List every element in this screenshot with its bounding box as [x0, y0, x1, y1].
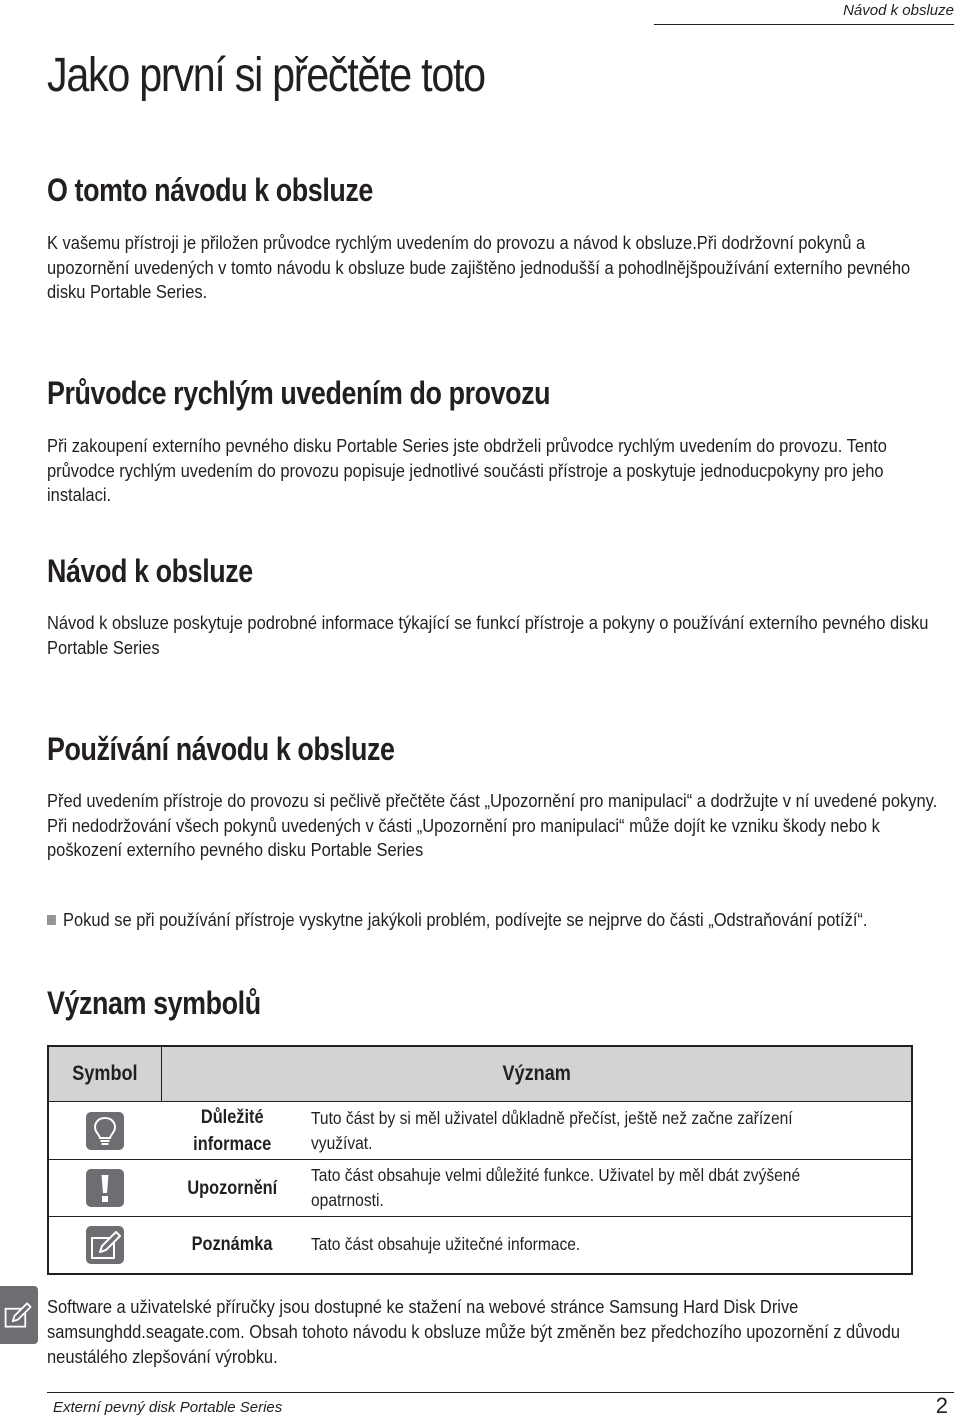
symbol-description: Tato část obsahuje velmi důležité funkce. Uživatel by měl dbát zvýšené opatrnosti. — [302, 1160, 912, 1217]
section-text-quick-guide: Při zakoupení externího pevného disku Portable Series jste obdrželi průvodce rychlým uvedením do provozu. Tento průvodce rychlým uvedením do provozu popisuje jednotlivé součásti přístroje a poskytuje jednoducpokyny pro jeho instalaci. — [47, 435, 887, 505]
symbols-table — [47, 1045, 913, 1275]
symbol-description: Tato část obsahuje užitečné informace. — [302, 1217, 912, 1274]
section-heading-quick-guide: Průvodce rychlým uvedením do provozu — [47, 375, 551, 411]
table-header-row — [48, 1046, 912, 1102]
symbol-name: Upozornění — [162, 1160, 302, 1217]
section-text-manual: Návod k obsluze poskytuje podrobné informace týkající se funkcí přístroje a pokyny o používání externího pevného disku Portable Series — [47, 612, 929, 658]
section-heading-symbols: Význam symbolů — [47, 985, 261, 1021]
running-header: Návod k obsluze — [654, 0, 954, 25]
section-heading-about: O tomto návodu k obsluze — [47, 172, 373, 208]
symbol-cell — [48, 1217, 162, 1274]
column-header-symbol: Symbol — [48, 1046, 162, 1102]
note-icon-bar — [0, 1286, 38, 1344]
troubleshooting-bullet — [47, 908, 937, 932]
section-heading-using-manual: Používání návodu k obsluze — [47, 731, 395, 767]
bullet-text: Pokud se při používání přístroje vyskytne jakýkoli problém, podívejte se nejprve do části „Odstraňování potíží“. — [63, 909, 868, 930]
exclamation-icon — [86, 1169, 124, 1207]
symbol-name: Důležité informace — [162, 1102, 302, 1160]
pencil-note-icon — [86, 1226, 124, 1264]
footer-divider — [47, 1392, 954, 1393]
symbol-cell — [48, 1160, 162, 1217]
table-row — [48, 1160, 912, 1217]
pencil-note-icon — [2, 1298, 36, 1332]
lightbulb-icon — [86, 1112, 124, 1150]
page-title: Jako první si přečtěte toto — [47, 49, 485, 102]
table-row — [48, 1102, 912, 1160]
square-bullet-icon — [47, 915, 56, 925]
symbol-description: Tuto část by si měl uživatel důkladně přečíst, ještě než začne zařízení využívat. — [302, 1102, 912, 1160]
symbol-cell — [48, 1102, 162, 1160]
column-header-meaning: Význam — [162, 1046, 912, 1102]
section-heading-manual: Návod k obsluze — [47, 553, 253, 589]
section-text-using-manual: Před uvedením přístroje do provozu si pečlivě přečtěte část „Upozornění pro manipulaci“ a dodržujte v ní uvedené pokyny. Při nedodržování všech pokynů uvedených v části „Upozornění pro manipulaci“ může dojít ke vzniku škody nebo k poškození externího pevného disku Portable Series — [47, 790, 938, 860]
page-number: 2 — [935, 1393, 948, 1418]
footer-doc-name: Externí pevný disk Portable Series — [53, 1399, 283, 1416]
note-text: Software a uživatelské příručky jsou dostupné ke stažení na webové stránce Samsung Hard Disk Drive samsunghdd.seagate.com. Obsah tohoto návodu k obsluze může být změněn bez předchozího upozornění z důvodu neustálého zlepšování výrobku. — [47, 1296, 901, 1367]
table-row — [48, 1217, 912, 1274]
section-text-about: K vašemu přístroji je přiložen průvodce rychlým uvedením do provozu a návod k obsluze.Při dodržovní pokynů a upozornění uvedených v tomto návodu k obsluze bude zajištěno jednodušší a pohodlnějšpoužívání externího pevného disku Portable Series. — [47, 232, 911, 302]
symbol-name: Poznámka — [162, 1217, 302, 1274]
